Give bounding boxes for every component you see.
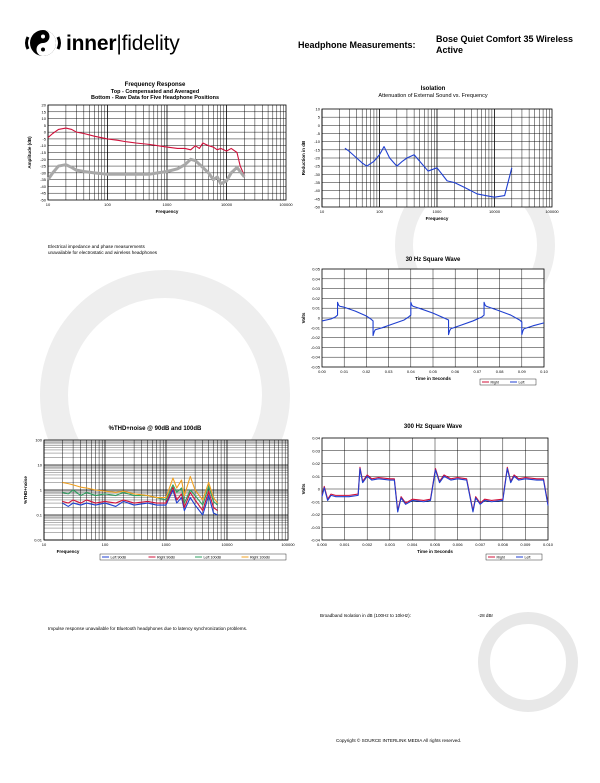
fr-subtitle-2: Bottom - Raw Data for Five Headphone Positions bbox=[90, 95, 220, 101]
sq300-ytick-label: -0.04 bbox=[310, 537, 320, 543]
sq30-xtick-label: 0.04 bbox=[406, 369, 415, 374]
isolation-value: -28 dBr bbox=[478, 613, 494, 618]
sq30-ytick-label: -0.01 bbox=[310, 325, 320, 331]
sq300-xtick-label: 0.006 bbox=[452, 542, 463, 547]
sq300-xtick-label: 0.009 bbox=[520, 542, 531, 547]
iso-ytick-label: -15 bbox=[314, 147, 320, 153]
square-wave-30hz-chart bbox=[300, 263, 560, 393]
impedance-note bbox=[48, 244, 157, 256]
fr-xlabel: Frequency bbox=[155, 209, 179, 214]
fr-ytick-label: -15 bbox=[40, 150, 46, 155]
sq30-ytick-label: -0.03 bbox=[310, 344, 320, 350]
brand-logo-text bbox=[66, 32, 180, 56]
sq30-xtick-label: 0.09 bbox=[517, 369, 526, 374]
iso-ytick-label: -30 bbox=[314, 171, 320, 177]
sq30-legend bbox=[480, 379, 536, 385]
sq300-xtick-label: 0.002 bbox=[362, 542, 373, 547]
thd-xtick-label: 1000 bbox=[161, 542, 171, 547]
fr-ytick-label: 10 bbox=[41, 116, 46, 122]
thd-ytick-label: 0.1 bbox=[36, 512, 42, 518]
sq30-legend-label: Right bbox=[490, 380, 499, 385]
iso-ytick-label: -5 bbox=[316, 131, 320, 136]
thd-ytick-label: 0.01 bbox=[34, 537, 42, 543]
sq30-ytick-label: 0.01 bbox=[312, 305, 320, 311]
sq30-ytick-label: 0.02 bbox=[312, 295, 320, 301]
iso-ytick-label: -25 bbox=[314, 163, 320, 169]
fr-ytick-label: -5 bbox=[42, 136, 46, 142]
sq30-xtick-label: 0.06 bbox=[451, 369, 460, 374]
sq300-xtick-label: 0.004 bbox=[407, 542, 418, 547]
thd-legend-label: Left 100dB bbox=[203, 555, 221, 560]
fr-xtick-label: 100 bbox=[104, 202, 111, 207]
fr-ytick-label: -30 bbox=[40, 170, 46, 176]
fr-ytick-label: 0 bbox=[43, 129, 46, 135]
fr-ytick-label: 20 bbox=[41, 102, 46, 108]
fr-xtick-label: 1000 bbox=[162, 202, 172, 207]
fr-ylabel: Amplitude (dB) bbox=[27, 136, 32, 169]
sq30-xtick-label: 0.05 bbox=[429, 369, 437, 374]
sq300-xtick-label: 0.001 bbox=[339, 542, 350, 547]
watermark-logo-bottom bbox=[478, 612, 578, 712]
sq30-ytick-label: 0 bbox=[317, 315, 320, 321]
fr-ytick-label: -20 bbox=[40, 156, 46, 162]
sq300-xtick-label: 0.007 bbox=[475, 542, 486, 547]
sq300-ytick-label: 0.02 bbox=[312, 461, 320, 466]
sq30-xlabel: Time in Seconds bbox=[415, 376, 451, 381]
iso-xtick-label: 10000 bbox=[488, 209, 501, 214]
sq300-xtick-label: 0.005 bbox=[429, 542, 441, 547]
sq300-ytick-label: -0.03 bbox=[310, 524, 320, 530]
thd-ylabel: %THD+noise bbox=[23, 476, 28, 504]
iso-ytick-label: -45 bbox=[314, 196, 320, 202]
thd-ytick-label: 10 bbox=[37, 462, 42, 468]
sq300-ytick-label: 0.03 bbox=[312, 448, 320, 454]
sq300-xtick-label: 0.000 bbox=[316, 542, 328, 547]
sq30-xtick-label: 0.10 bbox=[540, 369, 548, 374]
thd-ytick-label: 1 bbox=[39, 487, 42, 493]
thd-legend-label: Left 90dB bbox=[110, 555, 126, 560]
logo-bold-part: inner bbox=[66, 32, 117, 55]
iso-ytick-label: -50 bbox=[314, 204, 320, 210]
sq300-xtick-label: 0.008 bbox=[497, 542, 508, 547]
fr-ytick-label: -10 bbox=[40, 143, 46, 149]
iso-ytick-label: -10 bbox=[314, 139, 320, 145]
sq300-xtick-label: 0.010 bbox=[542, 542, 554, 547]
sq30-title: 30 Hz Square Wave bbox=[405, 257, 461, 263]
thd-ytick-label: 100 bbox=[35, 437, 42, 443]
thd-title: %THD+noise @ 90dB and 100dB bbox=[108, 426, 202, 432]
iso-ytick-label: -40 bbox=[314, 188, 320, 194]
measurements-label: Headphone Measurements: bbox=[298, 40, 416, 50]
thd-xtick-label: 100 bbox=[101, 542, 109, 547]
copyright: Copyright © SOURCE INTERLINK MEDIA All rights reserved. bbox=[336, 738, 462, 743]
sq300-legend bbox=[486, 554, 542, 560]
sq30-xtick-label: 0.03 bbox=[384, 369, 393, 374]
sq30-ytick-label: 0.03 bbox=[312, 286, 320, 292]
sq300-xtick-label: 0.003 bbox=[384, 542, 395, 547]
thd-chart bbox=[20, 432, 295, 567]
sq300-ytick-label: -0.01 bbox=[310, 499, 320, 505]
impedance-note-line-1: Electrical impedance and phase measurements bbox=[48, 244, 145, 249]
sq300-ytick-label: 0.04 bbox=[312, 435, 320, 441]
sq300-ylabel: Volts bbox=[301, 483, 306, 495]
sq300-ytick-label: 0.01 bbox=[312, 473, 320, 479]
sq30-ytick-label: 0.04 bbox=[312, 276, 320, 282]
fr-ytick-label: -40 bbox=[40, 183, 46, 189]
sq300-legend-label: Right bbox=[496, 555, 505, 560]
sq30-legend-label: Left bbox=[518, 380, 525, 385]
iso-ytick-label: 5 bbox=[317, 114, 320, 120]
model-name bbox=[436, 34, 586, 56]
thd-legend bbox=[100, 554, 286, 560]
sq300-title: 300 Hz Square Wave bbox=[403, 424, 463, 430]
sq30-ylabel: Volts bbox=[301, 312, 306, 324]
sq30-xtick-label: 0.08 bbox=[495, 369, 504, 374]
iso-subtitle: Attenuation of External Sound vs. Frequency bbox=[378, 92, 488, 99]
isolation-label: Broadband Isolation in dB (100Hz to 10kHz): bbox=[320, 613, 411, 618]
fr-xtick-label: 10000 bbox=[220, 202, 233, 207]
iso-xtick-label: 100 bbox=[376, 209, 383, 214]
sq30-xtick-label: 0.02 bbox=[362, 369, 371, 374]
iso-ytick-label: 0 bbox=[317, 122, 320, 128]
iso-xtick-label: 1000 bbox=[432, 209, 442, 214]
iso-xtick-label: 10 bbox=[319, 209, 325, 214]
iso-ylabel: Reduction in dB bbox=[301, 140, 306, 176]
impedance-note-line-2: unavailable for electrostatic and wireless headphones bbox=[48, 250, 158, 255]
fr-ytick-label: -25 bbox=[40, 163, 46, 169]
thd-xtick-label: 100000 bbox=[281, 542, 295, 547]
iso-ytick-label: 10 bbox=[315, 106, 320, 112]
iso-title-block bbox=[318, 86, 548, 99]
iso-xlabel: Frequency bbox=[425, 216, 449, 221]
sq300-ytick-label: 0 bbox=[317, 486, 320, 492]
logo-divider: | bbox=[116, 32, 122, 55]
thd-xtick-label: 10000 bbox=[221, 542, 233, 547]
iso-title: Isolation bbox=[420, 86, 446, 92]
iso-xtick-label: 100000 bbox=[545, 209, 559, 214]
iso-ytick-label: -35 bbox=[314, 180, 320, 185]
square-wave-300hz-chart bbox=[300, 430, 560, 565]
frequency-response-chart bbox=[20, 100, 293, 220]
fr-xtick-label: 10 bbox=[45, 202, 51, 207]
fr-ytick-label: -50 bbox=[40, 197, 46, 203]
yin-yang-logo-icon bbox=[24, 28, 62, 58]
iso-ytick-label: -20 bbox=[314, 155, 320, 161]
sq300-xlabel: Time in Seconds bbox=[417, 549, 453, 554]
thd-xlabel: Frequency bbox=[56, 549, 80, 554]
isolation-chart bbox=[300, 103, 560, 228]
impulse-note: Impulse response unavailable for Bluetooth headphones due to latency synchronization problems. bbox=[48, 626, 248, 631]
fr-ytick-label: 5 bbox=[43, 122, 46, 128]
sq30-xtick-label: 0.01 bbox=[340, 369, 349, 374]
fr-ytick-label: -45 bbox=[40, 190, 46, 196]
model-line-2: Active bbox=[436, 45, 464, 55]
thd-legend-label: Right 100dB bbox=[250, 555, 270, 560]
sq30-ytick-label: -0.04 bbox=[310, 354, 320, 360]
fr-title-block bbox=[40, 82, 270, 102]
fr-xtick-label: 100000 bbox=[279, 202, 293, 207]
thd-xtick-label: 10 bbox=[41, 542, 47, 547]
sq300-ytick-label: -0.02 bbox=[310, 512, 320, 517]
sq30-ytick-label: 0.05 bbox=[312, 266, 320, 272]
thd-legend-label: Right 90dB bbox=[157, 555, 175, 560]
sq30-xtick-label: 0.07 bbox=[473, 369, 482, 374]
sq30-xtick-label: 0.00 bbox=[318, 369, 326, 374]
fr-title: Frequency Response bbox=[124, 82, 186, 88]
model-line-1: Bose Quiet Comfort 35 Wireless bbox=[436, 34, 573, 44]
fr-ytick-label: 15 bbox=[41, 109, 46, 115]
fr-subtitle-1: Top - Compensated and Averaged bbox=[110, 88, 200, 95]
logo-light-part: fidelity bbox=[121, 32, 180, 55]
sq30-ytick-label: -0.02 bbox=[310, 335, 320, 341]
sq30-ytick-label: -0.05 bbox=[310, 364, 320, 370]
fr-ytick-label: -35 bbox=[40, 177, 46, 183]
sq300-legend-label: Left bbox=[524, 555, 531, 560]
